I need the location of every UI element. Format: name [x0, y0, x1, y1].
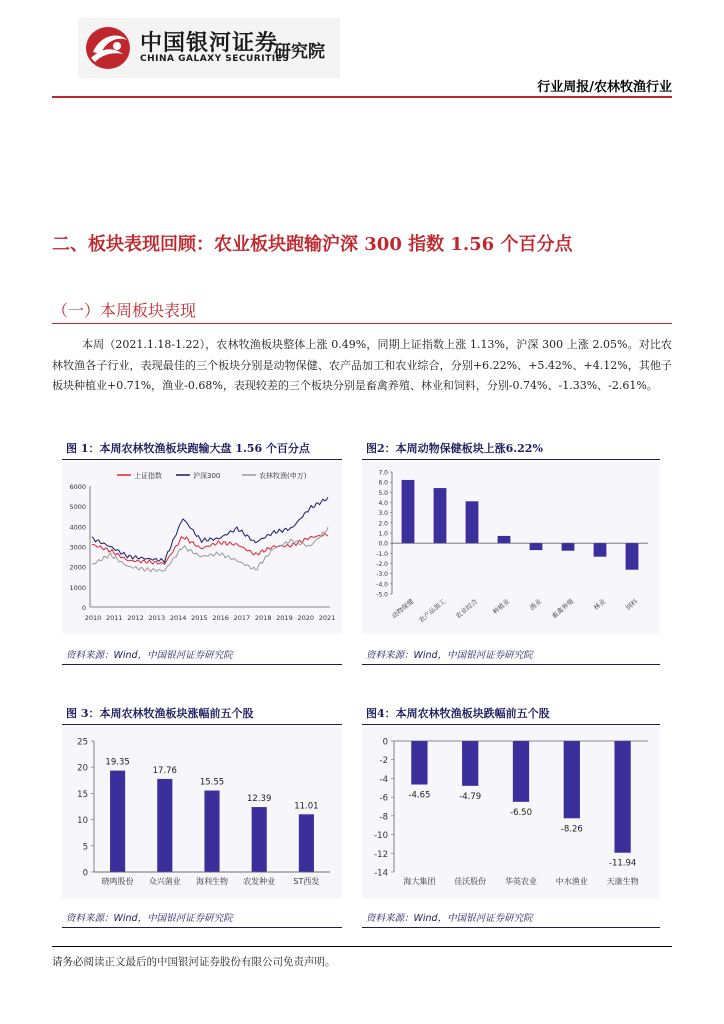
y-tick-label: 15 — [77, 789, 88, 800]
figure-3-bar-chart — [62, 727, 342, 899]
figure-4-title: 图4：本周农林牧渔板块跌幅前五个股 — [366, 707, 550, 720]
bar-佳沃股份 — [462, 741, 478, 786]
bar-中水渔业 — [564, 741, 580, 818]
bar-农发种业 — [252, 807, 267, 872]
y-tick-label: 7.0 — [378, 469, 388, 477]
figure-3-bottom-rule — [62, 927, 342, 928]
figure-1-title: 图 1：本周农林牧渔板块跑输大盘 1.56 个百分点 — [66, 442, 310, 455]
figure-4-panel — [362, 727, 660, 899]
y-tick-label: -2.0 — [376, 561, 388, 568]
category-label: 林业 — [592, 597, 608, 612]
y-tick-label: 3000 — [69, 543, 86, 552]
figure-3-title: 图 3：本周农林牧渔板块涨幅前五个股 — [66, 707, 254, 720]
bar-ST西发 — [299, 814, 314, 872]
figure-4-title-rule — [362, 724, 660, 725]
figure-4-bar-chart — [362, 727, 660, 899]
y-tick-label: 1000 — [69, 583, 86, 592]
figure-3-title-rule — [62, 724, 342, 725]
y-tick-label: 2000 — [69, 563, 86, 572]
y-tick-label: -2 — [379, 756, 388, 767]
x-tick-label: 2013 — [148, 614, 166, 622]
series-line — [92, 527, 328, 572]
figure-1-panel — [62, 462, 342, 634]
y-tick-label: -4 — [379, 774, 388, 785]
x-tick-label: 2014 — [169, 614, 187, 622]
bar-海利生物 — [204, 791, 219, 872]
figure-4-bottom-rule — [362, 927, 660, 928]
report-type-tag: 行业周报/农林牧渔行业 — [537, 80, 672, 95]
bar-林业 — [594, 543, 607, 557]
y-tick-label: 20 — [77, 763, 88, 774]
category-label: 农产品加工 — [417, 597, 448, 625]
y-tick-label: -12 — [374, 849, 388, 860]
y-tick-label: -4.0 — [376, 581, 388, 589]
figure-2-bar-chart — [362, 462, 660, 634]
data-label: -6.50 — [510, 807, 532, 818]
y-tick-label: 5.0 — [378, 489, 388, 497]
category-label: 动物保健 — [390, 597, 416, 621]
y-tick-label: 6.0 — [378, 479, 388, 487]
y-tick-label: -5.0 — [376, 591, 388, 599]
bar-晓鸣股份 — [110, 771, 125, 872]
bar-海大集团 — [411, 741, 427, 785]
y-tick-label: 0.0 — [378, 540, 388, 548]
y-tick-label: 1.0 — [378, 530, 388, 538]
x-tick-label: 2021 — [318, 614, 336, 622]
legend-label: 农林牧渔(申万) — [259, 472, 307, 480]
y-tick-label: -8 — [379, 812, 388, 823]
data-label: 12.39 — [247, 794, 272, 805]
data-label: 15.55 — [199, 777, 225, 788]
x-tick-label: 2017 — [233, 614, 251, 622]
category-label: 海利生物 — [196, 877, 228, 886]
x-tick-label: 2018 — [254, 614, 272, 622]
x-tick-label: 2016 — [212, 614, 229, 622]
category-label: 农发种业 — [243, 877, 276, 886]
body-paragraph: 本周（2021.1.18-1.22），农林牧渔板块整体上涨 0.49%，同期上证指数上涨 1.13%，沪深 300 上涨 2.05%。对比农林牧渔各子行业，表现最佳的三个板块分别是动物保健、农产品加工和农业综合，分别+6.22%、+5.42%、+4.12%，其他子板块种植业+0.71%，渔业-0.68%，表现较差的三个板块分别是畜禽养殖、林业和饲料，分别-0.74%、-1.33%、-2.61%。 — [52, 338, 672, 392]
figure-2-bottom-rule — [362, 664, 660, 665]
bar-农产品加工 — [434, 488, 447, 543]
figure-1-bottom-rule — [62, 664, 342, 665]
y-tick-label: 25 — [77, 737, 88, 748]
company-english-name: CHINA GALAXY SECURITIES — [140, 54, 290, 64]
x-tick-label: 2011 — [105, 614, 123, 622]
y-tick-label: -14 — [374, 868, 388, 879]
y-tick-label: 2.0 — [378, 520, 388, 528]
data-label: 17.76 — [152, 765, 177, 776]
data-label: -8.26 — [560, 824, 583, 835]
category-label: 海大集团 — [403, 877, 436, 886]
category-label: 农业综合 — [454, 597, 480, 621]
bar-天康生物 — [614, 741, 630, 853]
data-label: -11.94 — [608, 858, 637, 869]
x-tick-label: 2019 — [276, 614, 293, 622]
category-label: 渔业 — [528, 597, 544, 612]
footer-divider — [52, 946, 672, 947]
y-tick-label: -6 — [379, 793, 388, 804]
category-label: 饲料 — [624, 597, 640, 612]
y-tick-label: 4.0 — [378, 500, 388, 507]
figure-2-panel — [362, 462, 660, 634]
company-name: 中国银河证券 — [140, 31, 279, 56]
category-label: ST西发 — [293, 877, 320, 886]
y-tick-label: 0 — [382, 737, 388, 748]
bar-渔业 — [530, 543, 543, 550]
y-tick-label: 5000 — [69, 503, 86, 512]
subsection-divider — [52, 323, 672, 324]
y-tick-label: -1.0 — [376, 550, 388, 558]
category-label: 佳沃股份 — [454, 877, 487, 886]
section-heading: 二、板块表现回顾：农业板块跑输沪深 300 指数 1.56 个百分点 — [52, 234, 573, 255]
bar-畜禽养殖 — [562, 543, 575, 551]
x-tick-label: 2010 — [84, 614, 102, 622]
y-tick-label: 0 — [82, 868, 88, 879]
figure-4-source: 资料来源：Wind，中国银河证券研究院 — [366, 913, 533, 924]
figure-3-panel — [62, 727, 342, 899]
category-label: 中水渔业 — [555, 877, 588, 886]
data-label: 19.35 — [105, 757, 130, 768]
bar-饲料 — [626, 543, 639, 570]
x-tick-label: 2015 — [191, 614, 208, 622]
data-label: -4.79 — [459, 791, 482, 802]
x-tick-label: 2012 — [127, 614, 144, 622]
category-label: 晓鸣股份 — [101, 877, 134, 886]
y-tick-label: 10 — [77, 816, 88, 827]
category-label: 种植业 — [491, 597, 512, 617]
bar-众兴菌业 — [157, 779, 172, 872]
legend-label: 上证指数 — [134, 472, 162, 480]
figure-1-source: 资料来源：Wind，中国银河证券研究院 — [66, 650, 233, 661]
category-label: 众兴菌业 — [148, 877, 181, 886]
disclaimer-footer: 请务必阅读正文最后的中国银河证券股份有限公司免责声明。 — [52, 956, 336, 968]
bar-农业综合 — [466, 501, 479, 543]
data-label: 11.01 — [294, 801, 319, 812]
y-tick-label: 3.0 — [378, 510, 388, 518]
category-label: 畜禽养殖 — [550, 597, 576, 621]
data-label: -4.65 — [408, 790, 431, 801]
x-tick-label: 2020 — [297, 614, 315, 622]
y-tick-label: 5 — [82, 842, 88, 853]
research-institute-label: 研究院 — [274, 42, 325, 62]
figure-1-title-rule — [62, 459, 342, 460]
bar-华英农业 — [513, 741, 529, 802]
legend-label: 沪深300 — [193, 472, 221, 480]
category-label: 天康生物 — [606, 877, 639, 886]
y-tick-label: -10 — [374, 831, 388, 842]
figure-2-title: 图2：本周动物保健板块上涨6.22% — [366, 442, 543, 455]
series-line — [92, 497, 328, 562]
y-tick-label: 0 — [81, 604, 86, 612]
figure-2-title-rule — [362, 459, 660, 460]
figure-1-line-chart — [62, 462, 342, 634]
y-tick-label: 6000 — [69, 483, 86, 491]
subsection-heading: （一）本周板块表现 — [52, 301, 197, 320]
bar-动物保健 — [402, 480, 415, 543]
bar-种植业 — [498, 536, 511, 543]
galaxy-logo-icon — [83, 24, 133, 72]
figure-3-source: 资料来源：Wind，中国银河证券研究院 — [66, 913, 233, 924]
figure-2-source: 资料来源：Wind，中国银河证券研究院 — [366, 650, 533, 661]
y-tick-label: 4000 — [69, 523, 86, 532]
y-tick-label: -3.0 — [376, 571, 388, 579]
category-label: 华英农业 — [505, 877, 537, 886]
header-divider — [52, 96, 672, 98]
